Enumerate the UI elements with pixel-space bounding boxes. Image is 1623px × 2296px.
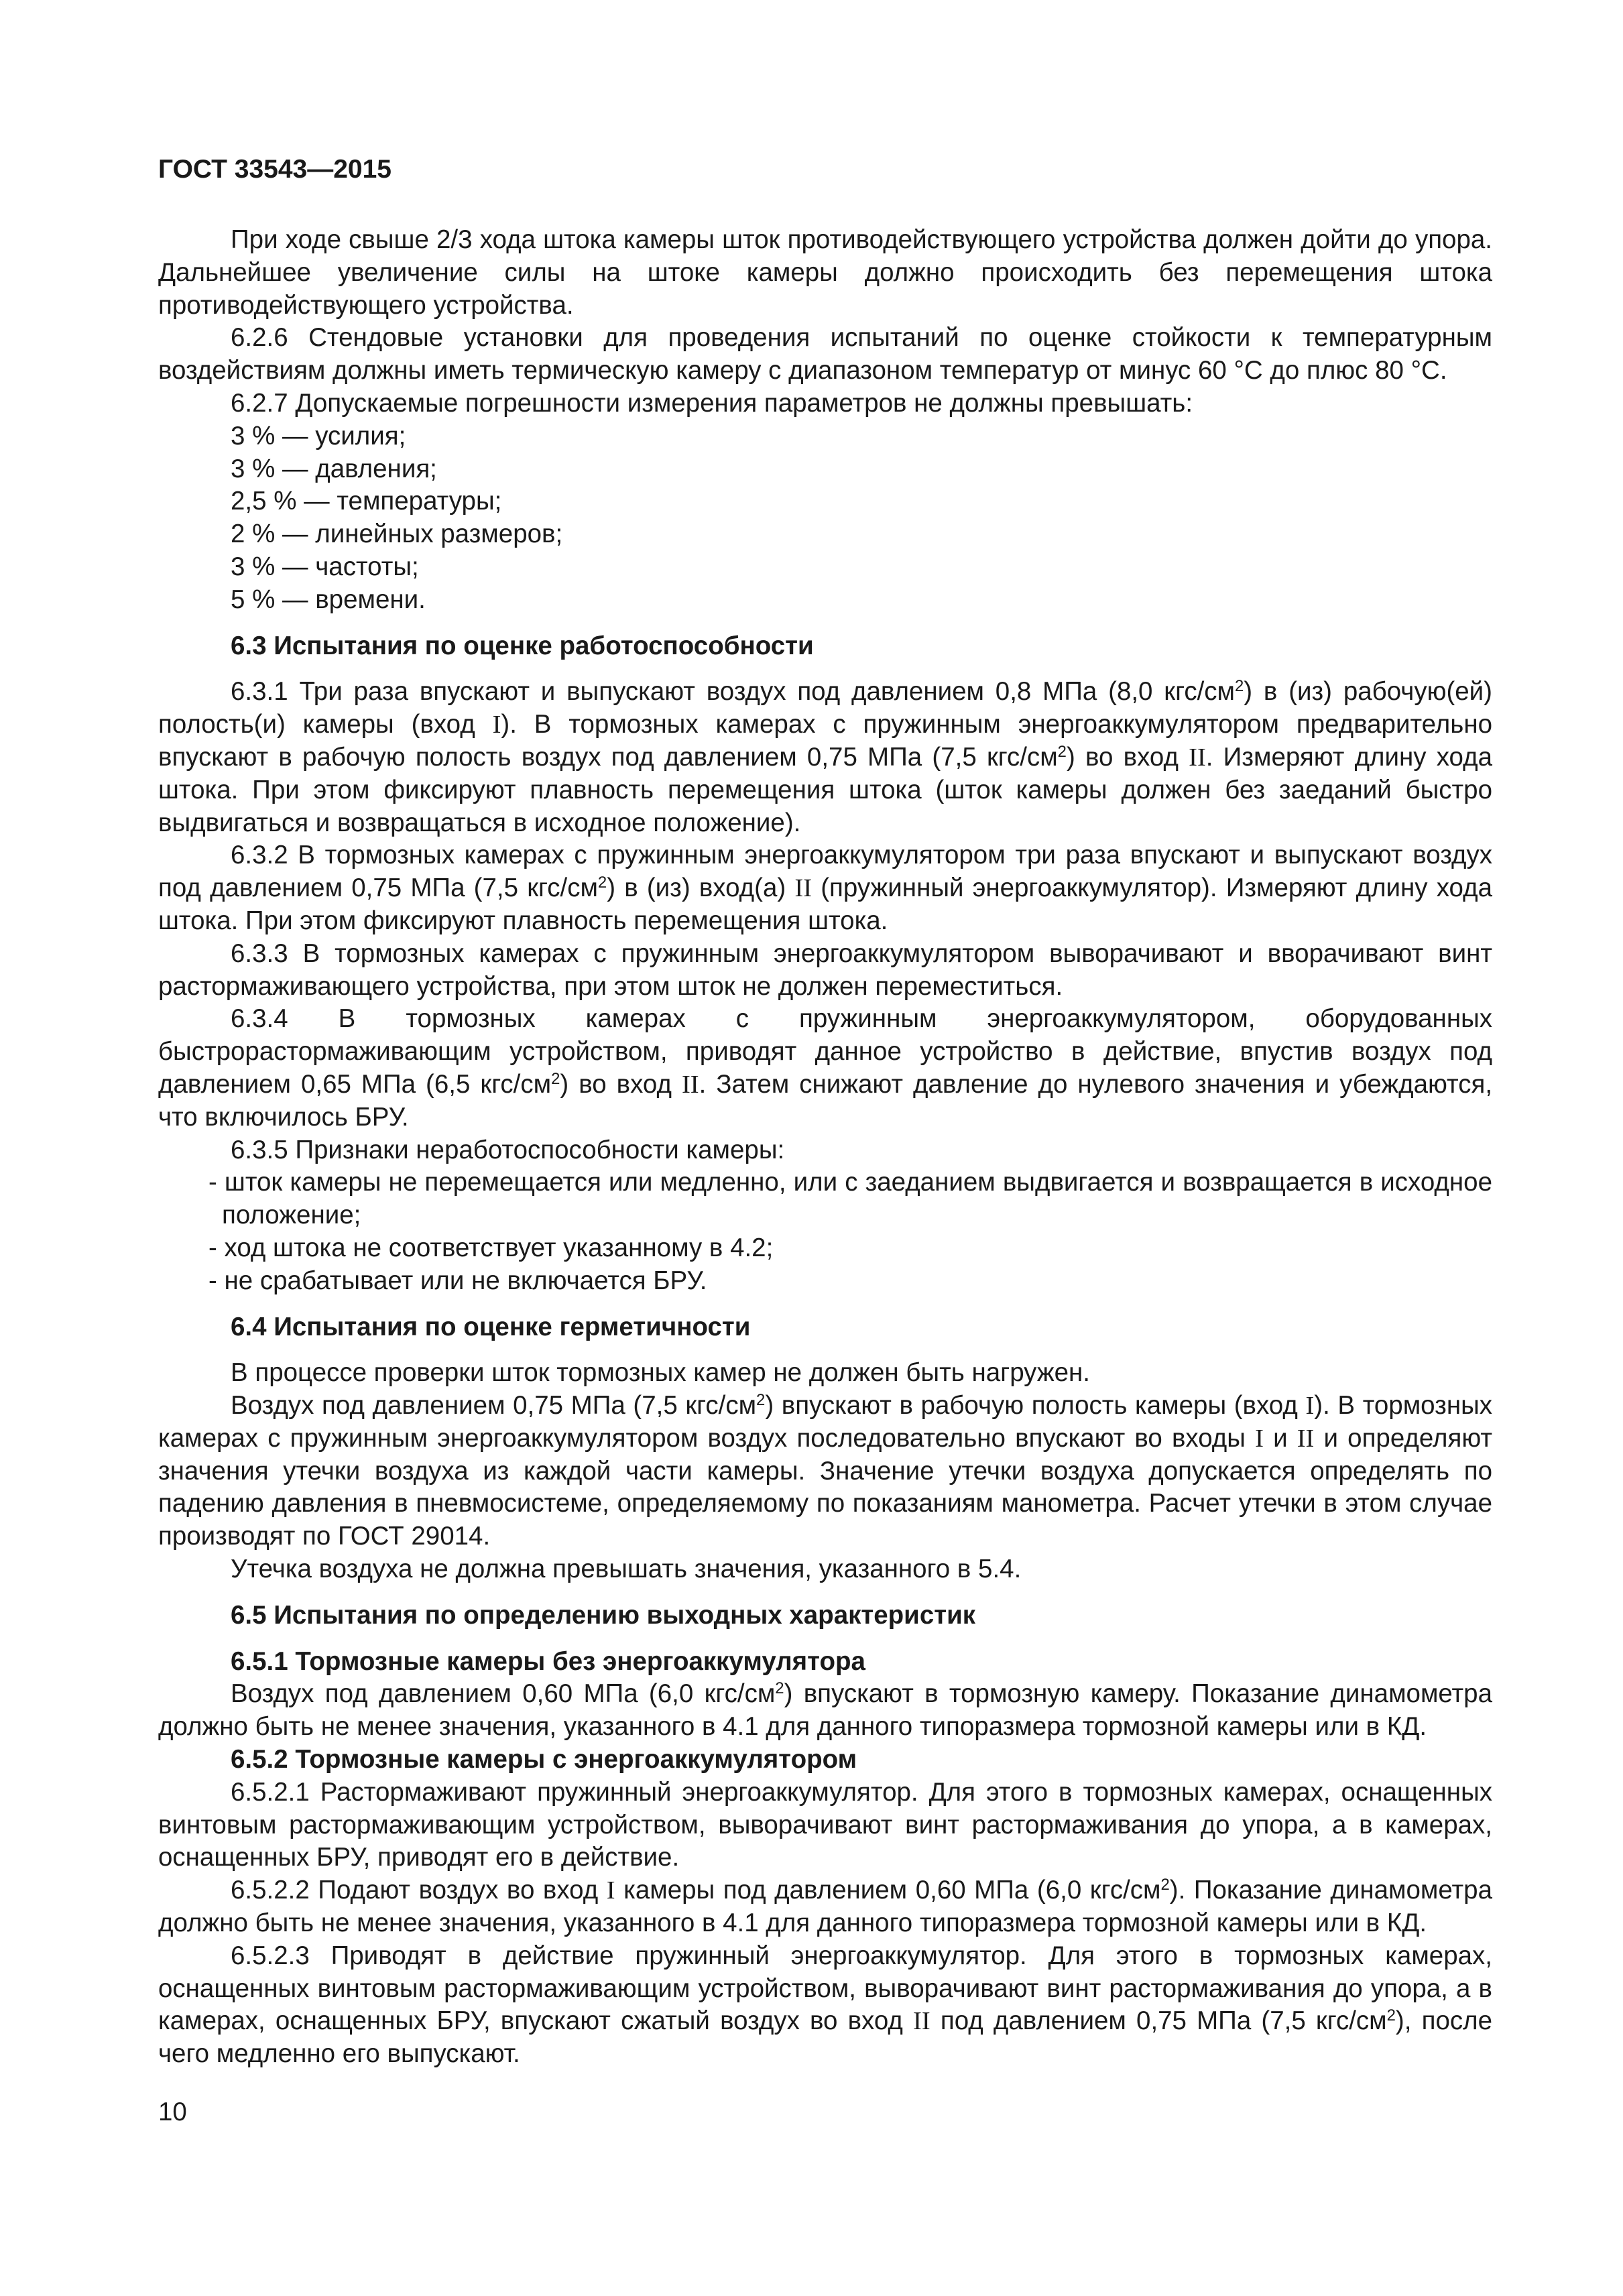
list-item: 3 % — давления;	[231, 454, 437, 483]
paragraph-6-3-5: 6.3.5 Признаки неработоспособности камеры:	[231, 1135, 785, 1164]
paragraph-6-5-2-2: 6.5.2.2 Подают воздух во вход I камеры под давлением 0,60 МПа (6,0 кгс/$см^2$). Показание динамометра должно быть не менее значения, указанного в 4.1 для данного типоразмера тормозной камеры или в КД.	[158, 1876, 1492, 1938]
paragraph-6-4-a: В процессе проверки шток тормозных камер не должен быть нагружен.	[231, 1358, 1090, 1388]
subsection-heading-6-5-1: 6.5.1 Тормозные камеры без энергоаккумулятора	[231, 1646, 865, 1676]
list-item: - шток камеры не перемещается или медленно, или с заеданием выдвигается и возвращается в исходное положение;	[208, 1168, 1492, 1230]
list-item: 2 % — линейных размеров;	[231, 520, 563, 549]
section-heading-6-5: 6.5 Испытания по определению выходных характеристик	[231, 1600, 976, 1630]
section-heading-6-4: 6.4 Испытания по оценке герметичности	[231, 1312, 751, 1341]
paragraph-6-5-2-1: 6.5.2.1 Растормаживают пружинный энергоаккумулятор. Для этого в тормозных камерах, оснащенных винтовым растормаживающим устройством, выворачивают винт растормаживания до упора, а в камерах, оснащенных БРУ, приводят его в действие.	[158, 1777, 1492, 1872]
list-item: - не срабатывает или не включается БРУ.	[208, 1266, 707, 1295]
list-item: 3 % — частоты;	[231, 552, 419, 581]
page-number: 10	[158, 2098, 187, 2126]
standard-header: ГОСТ 33543—2015	[158, 155, 392, 184]
list-item: 5 % — времени.	[231, 585, 426, 614]
list-item: 3 % — усилия;	[231, 421, 406, 450]
paragraph-6-3-1: 6.3.1 Три раза впускают и выпускают воздух под давлением 0,8 МПа (8,0 кгс/$см^2$) в (из) рабочую(ей) полость(и) камеры (вход I). В тормозных камерах с пружинным энергоаккумулятором предварительно впускают в рабочую полость воздух под давлением 0,75 МПа (7,5 кгс/$см^2$) во вход II. Измеряют длину хода штока. При этом фиксируют плавность перемещения штока (шток камеры должен без заеданий быстро выдвигаться и возвращаться в исходное положение).	[158, 677, 1492, 837]
list-item: - ход штока не соответствует указанному в 4.2;	[208, 1233, 774, 1262]
paragraph-6-5-2-3: 6.5.2.3 Приводят в действие пружинный энергоаккумулятор. Для этого в тормозных камерах, оснащенных винтовым растормаживающим устройством, выворачивают винт растормаживания до упора, а в камерах, оснащенных БРУ, впускают сжатый воздух во вход II под давлением 0,75 МПа (7,5 кгс/$см^2$), после чего медленно его выпускают.	[158, 1941, 1492, 2069]
paragraph-6-5-1: Воздух под давлением 0,60 МПа (6,0 кгс/$см^2$) впускают в тормозную камеру. Показание динамометра должно быть не менее значения, указанного в 4.1 для данного типоразмера тормозной камеры или в КД.	[158, 1679, 1493, 1742]
paragraph-6-3-3: 6.3.3 В тормозных камерах с пружинным энергоаккумулятором выворачивают и вворачивают винт растормаживающего устройства, при этом шток не должен переместиться.	[158, 939, 1492, 1001]
subsection-heading-6-5-2: 6.5.2 Тормозные камеры с энергоаккумулятором	[231, 1745, 857, 1774]
paragraph-6-4-b: Воздух под давлением 0,75 МПа (7,5 кгс/$см^2$) впускают в рабочую полость камеры (вход I). В тормозных камерах с пружинным энергоаккумулятором воздух последовательно впускают во входы I и II и определяют значения утечки воздуха из каждой части камеры. Значение утечки воздуха допускается определять по падению давления в пневмосистеме, определяемому по показаниям манометра. Расчет утечки в этом случае производят по ГОСТ 29014.	[158, 1390, 1492, 1551]
paragraph-6-2-6: 6.2.6 Стендовые установки для проведения испытаний по оценке стойкости к температурным воздействиям должны иметь термическую камеру с диапазоном температур от минус 60 °С до плюс 80 °С.	[158, 323, 1492, 385]
section-heading-6-3: 6.3 Испытания по оценке работоспособности	[231, 631, 814, 660]
page-body	[158, 224, 1492, 2071]
paragraph-6-2-7: 6.2.7 Допускаемые погрешности измерения параметров не должны превышать:	[231, 388, 1193, 418]
paragraph-stroke-continuation: При ходе свыше 2/3 хода штока камеры шток противодействующего устройства должен дойти до упора. Дальнейшее увеличение силы на штоке камеры должно происходить без перемещения штока противодействующего устройства.	[158, 225, 1492, 320]
paragraph-6-3-2: 6.3.2 В тормозных камерах с пружинным энергоаккумулятором три раза впускают и выпускают воздух под давлением 0,75 МПа (7,5 кгс/$см^2$) в (из) вход(а) II (пружинный энергоаккумулятор). Измеряют длину хода штока. При этом фиксируют плавность перемещения штока.	[158, 841, 1492, 935]
paragraph-6-4-c: Утечка воздуха не должна превышать значения, указанного в 5.4.	[231, 1555, 1022, 1584]
paragraph-6-3-4: 6.3.4 В тормозных камерах с пружинным энергоаккумулятором, оборудованных быстрорастормаживающим устройством, приводят данное устройство в действие, впустив воздух под давлением 0,65 МПа (6,5 кгс/$см^2$) во вход II. Затем снижают давление до нулевого значения и убеждаются, что включилось БРУ.	[158, 1004, 1493, 1132]
list-item: 2,5 % — температуры;	[231, 487, 502, 516]
